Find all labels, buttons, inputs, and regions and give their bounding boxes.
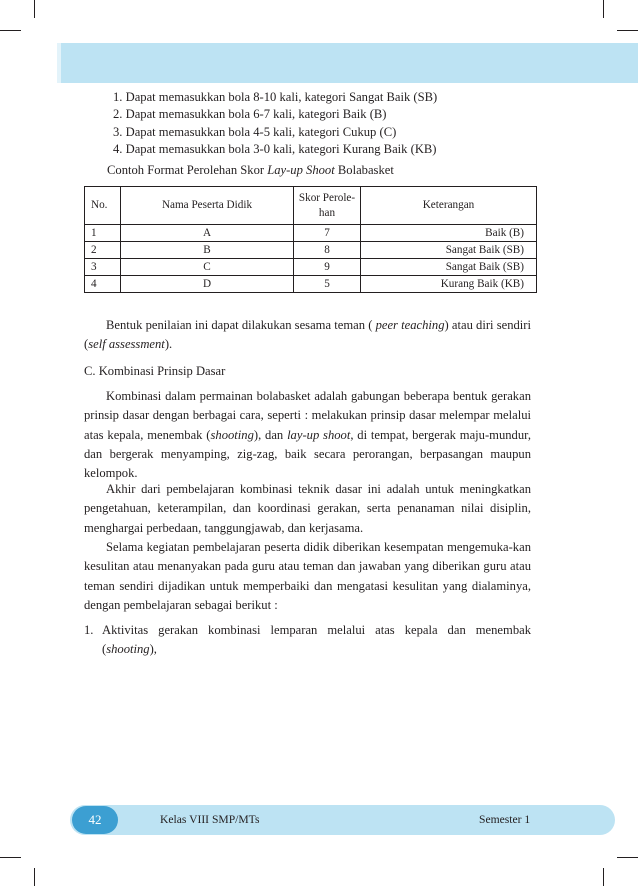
cell-score: 8 bbox=[294, 242, 361, 259]
crop-mark bbox=[0, 30, 21, 31]
cell-score: 9 bbox=[294, 259, 361, 276]
col-header-remark: Keterangan bbox=[361, 187, 537, 225]
criteria-item: 3. Dapat memasukkan bola 4-5 kali, kategori Cukup (C) bbox=[113, 124, 397, 139]
crop-mark bbox=[34, 868, 35, 886]
score-table bbox=[84, 186, 537, 293]
table-row bbox=[85, 276, 537, 293]
cell-no: 4 bbox=[85, 276, 121, 293]
cell-name: A bbox=[121, 225, 294, 242]
table-caption: Contoh Format Perolehan Skor Lay-up Shoot Bolabasket bbox=[107, 163, 394, 177]
col-header-no: No. bbox=[85, 187, 121, 225]
section-heading: C. Kombinasi Prinsip Dasar bbox=[84, 364, 226, 378]
list-text: Aktivitas gerakan kombinasi lemparan melalui atas kepala dan menembak (shooting), bbox=[102, 623, 531, 657]
cell-no: 1 bbox=[85, 225, 121, 242]
cell-name: C bbox=[121, 259, 294, 276]
assessment-paragraph: Bentuk penilaian ini dapat dilakukan sesama teman ( peer teaching) atau diri sendiri (self assessment). bbox=[84, 318, 532, 352]
footer-bar bbox=[70, 805, 615, 835]
criteria-item: 4. Dapat memasukkan bola 3-0 kali, kategori Kurang Baik (KB) bbox=[113, 141, 437, 156]
learning-process-paragraph: Selama kegiatan pembelajaran peserta didik diberikan kesempatan mengemuka-kan kesulitan atau menanyakan pada guru atau teman dan jawaban yang diberikan guru atau teman sendiri dijadikan untuk memperbaiki dan mengatasi kesulitan yang dialaminya, dengan pembelajaran sebagai berikut : bbox=[84, 540, 531, 612]
cell-remark: Baik (B) bbox=[361, 225, 537, 242]
cell-no: 3 bbox=[85, 259, 121, 276]
criteria-item: 1. Dapat memasukkan bola 8-10 kali, kategori Sangat Baik (SB) bbox=[113, 90, 438, 104]
cell-score: 7 bbox=[294, 225, 361, 242]
combination-paragraph: Kombinasi dalam permainan bolabasket adalah gabungan beberapa bentuk gerakan prinsip dasar dengan berbagai cara, seperti : melakukan prinsip dasar melempar melalui atas kepala, menembak (shooting), dan lay-up shoot, di tempat, bergerak maju-mundur, dan bergerak menyamping, zig-zag, baik secara perorangan, berpasangan maupun kelompok. bbox=[84, 389, 531, 481]
footer-semester: Semester 1 bbox=[479, 813, 531, 826]
header-band bbox=[57, 43, 638, 83]
cell-remark: Kurang Baik (KB) bbox=[361, 276, 537, 293]
crop-mark bbox=[0, 857, 21, 858]
col-header-score: Skor Perole-han bbox=[294, 187, 361, 225]
list-number: 1. bbox=[84, 623, 94, 637]
criteria-list bbox=[113, 89, 437, 158]
footer-book-title: Kelas VIII SMP/MTs bbox=[160, 813, 260, 826]
table-header-row bbox=[85, 187, 537, 225]
crop-mark bbox=[603, 868, 604, 886]
list-item bbox=[84, 621, 531, 660]
table-row bbox=[85, 225, 537, 242]
cell-no: 2 bbox=[85, 242, 121, 259]
cell-remark: Sangat Baik (SB) bbox=[361, 259, 537, 276]
cell-score: 5 bbox=[294, 276, 361, 293]
learning-goal-paragraph: Akhir dari pembelajaran kombinasi teknik dasar ini adalah untuk meningkatkan pengetahuan, keterampilan, dan koordinasi gerakan, serta penanaman nilai disiplin, menghargai perbedaan, tanggungjawab, dan kerjasama. bbox=[84, 482, 531, 535]
crop-mark bbox=[34, 0, 35, 18]
criteria-item: 2. Dapat memasukkan bola 6-7 kali, kategori Baik (B) bbox=[113, 107, 387, 122]
table-row bbox=[85, 242, 537, 259]
table-row bbox=[85, 259, 537, 276]
header-band-edge bbox=[57, 43, 61, 83]
cell-name: D bbox=[121, 276, 294, 293]
cell-remark: Sangat Baik (SB) bbox=[361, 242, 537, 259]
col-header-name: Nama Peserta Didik bbox=[121, 187, 294, 225]
cell-name: B bbox=[121, 242, 294, 259]
crop-mark bbox=[603, 0, 604, 18]
crop-mark bbox=[617, 30, 638, 31]
page-number: 42 bbox=[72, 806, 118, 834]
crop-mark bbox=[617, 857, 638, 858]
